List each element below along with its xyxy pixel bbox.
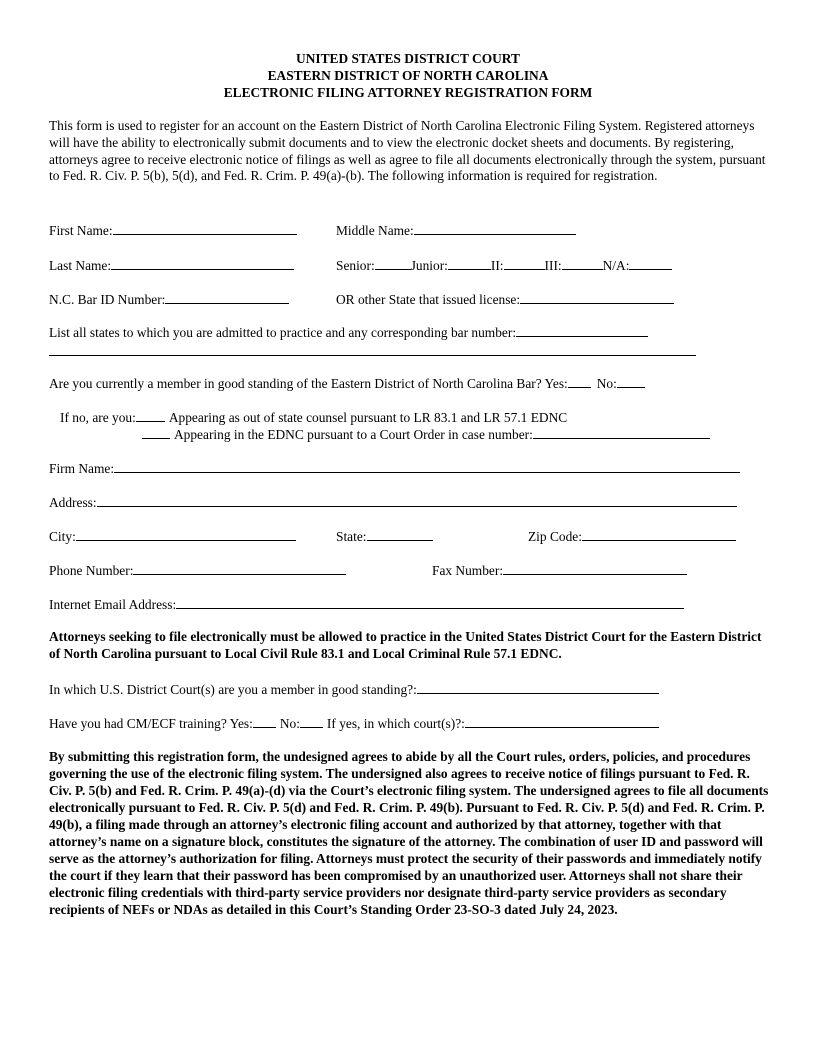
ii-field[interactable] [504, 256, 545, 270]
email-row [49, 595, 684, 613]
address-label: Address: [49, 495, 97, 510]
other-state-row [336, 290, 674, 308]
training-no-label: No: [279, 716, 300, 731]
iii-label: III: [544, 258, 562, 273]
member-question-row [49, 374, 645, 392]
option2-checkbox[interactable] [142, 425, 170, 439]
address-row [49, 493, 737, 511]
training-yes-field[interactable] [253, 714, 276, 728]
city-label: City: [49, 529, 76, 544]
phone-field[interactable] [133, 561, 346, 575]
bar-id-row [49, 290, 289, 308]
states-list-row [49, 323, 648, 341]
if-no-label: If no, are you: [60, 410, 136, 425]
phone-row [49, 561, 346, 579]
senior-field[interactable] [375, 256, 411, 270]
states-list-field[interactable] [516, 323, 648, 337]
states-list-label: List all states to which you are admitted to practice and any corresponding bar number: [49, 325, 517, 340]
form-title: ELECTRONIC FILING ATTORNEY REGISTRATION FORM [223, 85, 593, 100]
middle-name-label: Middle Name: [336, 223, 414, 238]
other-state-field[interactable] [520, 290, 674, 304]
last-name-row [49, 256, 294, 274]
intro-paragraph: This form is used to register for an account on the Eastern District of North Carolina Electronic Filing System. Registered attorneys will have the ability to electronically submit documents and to view the electronic docket sheets and documents. By registering, attorneys agree to receive electronic notice of filings as well as agree to file all documents electronically through the system, pursuant to Fed. R. Civ. P. 5(b), 5(d), and Fed. R. Crim. P. 49(a)-(b). The following information is required for registration. [49, 118, 766, 184]
address-field[interactable] [97, 493, 737, 507]
last-name-field[interactable] [111, 256, 294, 270]
if-no-row [60, 408, 567, 426]
case-number-field[interactable] [533, 425, 710, 439]
iii-field[interactable] [562, 256, 603, 270]
member-yes-field[interactable] [568, 374, 591, 388]
option1-label: Appearing as out of state counsel pursuant to LR 83.1 and LR 57.1 EDNC [168, 410, 568, 425]
junior-label: Junior: [410, 258, 448, 273]
training-no-field[interactable] [300, 714, 323, 728]
option2-row [142, 425, 710, 443]
first-name-row [49, 221, 297, 239]
city-row [49, 527, 296, 545]
agreement-paragraph: By submitting this registration form, the undesigned agrees to abide by all the Court rules, orders, policies, and procedures governing the use of the electronic filing system. The undersigned also agrees to receive notice of filings pursuant to Fed. R. Civ. P. 5(b) and Fed. R. Crim. P. 49(a)-(d) via the Court’s electronic filing system. The undersigned agrees to file all documents electronically pursuant to Fed. R. Civ. P. 5(d) and Fed. R. Crim. P. 49(b). Pursuant to Fed. R. Civ. P. 5(d) and Fed. R. Crim. P. 49(b), a filing made through an attorney’s electronic filing account and authorized by that attorney, together with that attorney’s name on a signature block, constitutes the signature of the attorney. The combination of user ID and password will serve as the attorney’s authorization for filing. Attorneys must protect the security of their passwords and immediately notify the court if they learn that their password has been compromised by an unauthorized user. Attorneys shall not share their electronic filing credentials with third-party service providers nor designate third-party service providers as secondary recipients of NEFs or NDAs as detailed in this Court’s Standing Order 23-SO-3 dated July 24, 2023. [49, 749, 769, 917]
training-question-row [49, 714, 659, 732]
state-row [336, 527, 433, 545]
state-field[interactable] [367, 527, 433, 541]
suffix-row [336, 256, 672, 274]
zip-field[interactable] [582, 527, 736, 541]
firm-name-row [49, 459, 740, 477]
first-name-field[interactable] [113, 221, 297, 235]
courts-question-label: In which U.S. District Court(s) are you a member in good standing?: [49, 682, 417, 697]
ii-label: II: [490, 258, 504, 273]
states-list-continuation-line[interactable] [49, 355, 696, 356]
courts-question-row [49, 680, 659, 698]
member-question-label: Are you currently a member in good standing of the Eastern District of North Carolina Bar? Yes: [49, 376, 568, 391]
email-field[interactable] [176, 595, 684, 609]
fax-row [432, 561, 687, 579]
bar-id-label: N.C. Bar ID Number: [49, 292, 166, 307]
form-header [0, 50, 816, 101]
other-state-label: OR other State that issued license: [336, 292, 521, 307]
junior-field[interactable] [448, 256, 491, 270]
senior-label: Senior: [336, 258, 375, 273]
zip-row [528, 527, 736, 545]
email-label: Internet Email Address: [49, 597, 177, 612]
zip-label: Zip Code: [528, 529, 582, 544]
last-name-label: Last Name: [49, 258, 112, 273]
na-field[interactable] [629, 256, 672, 270]
option1-checkbox[interactable] [136, 408, 165, 422]
practice-notice: Attorneys seeking to file electronically must be allowed to practice in the United States District Court for the Eastern District of North Carolina pursuant to Local Civil Rule 83.1 and Local Criminal Rule 57.1 EDNC. [49, 629, 762, 661]
na-label: N/A: [602, 258, 630, 273]
member-no-label: No: [596, 376, 617, 391]
middle-name-row [336, 221, 576, 239]
firm-name-label: Firm Name: [49, 461, 115, 476]
court-name: UNITED STATES DISTRICT COURT [296, 51, 520, 66]
training-court-field[interactable] [465, 714, 659, 728]
first-name-label: First Name: [49, 223, 113, 238]
member-no-field[interactable] [617, 374, 645, 388]
firm-name-field[interactable] [114, 459, 740, 473]
fax-field[interactable] [503, 561, 687, 575]
training-which-label: If yes, in which court(s)?: [326, 716, 465, 731]
city-field[interactable] [76, 527, 296, 541]
training-question-label: Have you had CM/ECF training? Yes: [49, 716, 253, 731]
courts-field[interactable] [417, 680, 659, 694]
phone-label: Phone Number: [49, 563, 134, 578]
middle-name-field[interactable] [414, 221, 576, 235]
bar-id-field[interactable] [165, 290, 289, 304]
district-name: EASTERN DISTRICT OF NORTH CAROLINA [267, 68, 549, 83]
state-label: State: [336, 529, 367, 544]
fax-label: Fax Number: [432, 563, 504, 578]
option2-label: Appearing in the EDNC pursuant to a Court Order in case number: [174, 427, 533, 442]
